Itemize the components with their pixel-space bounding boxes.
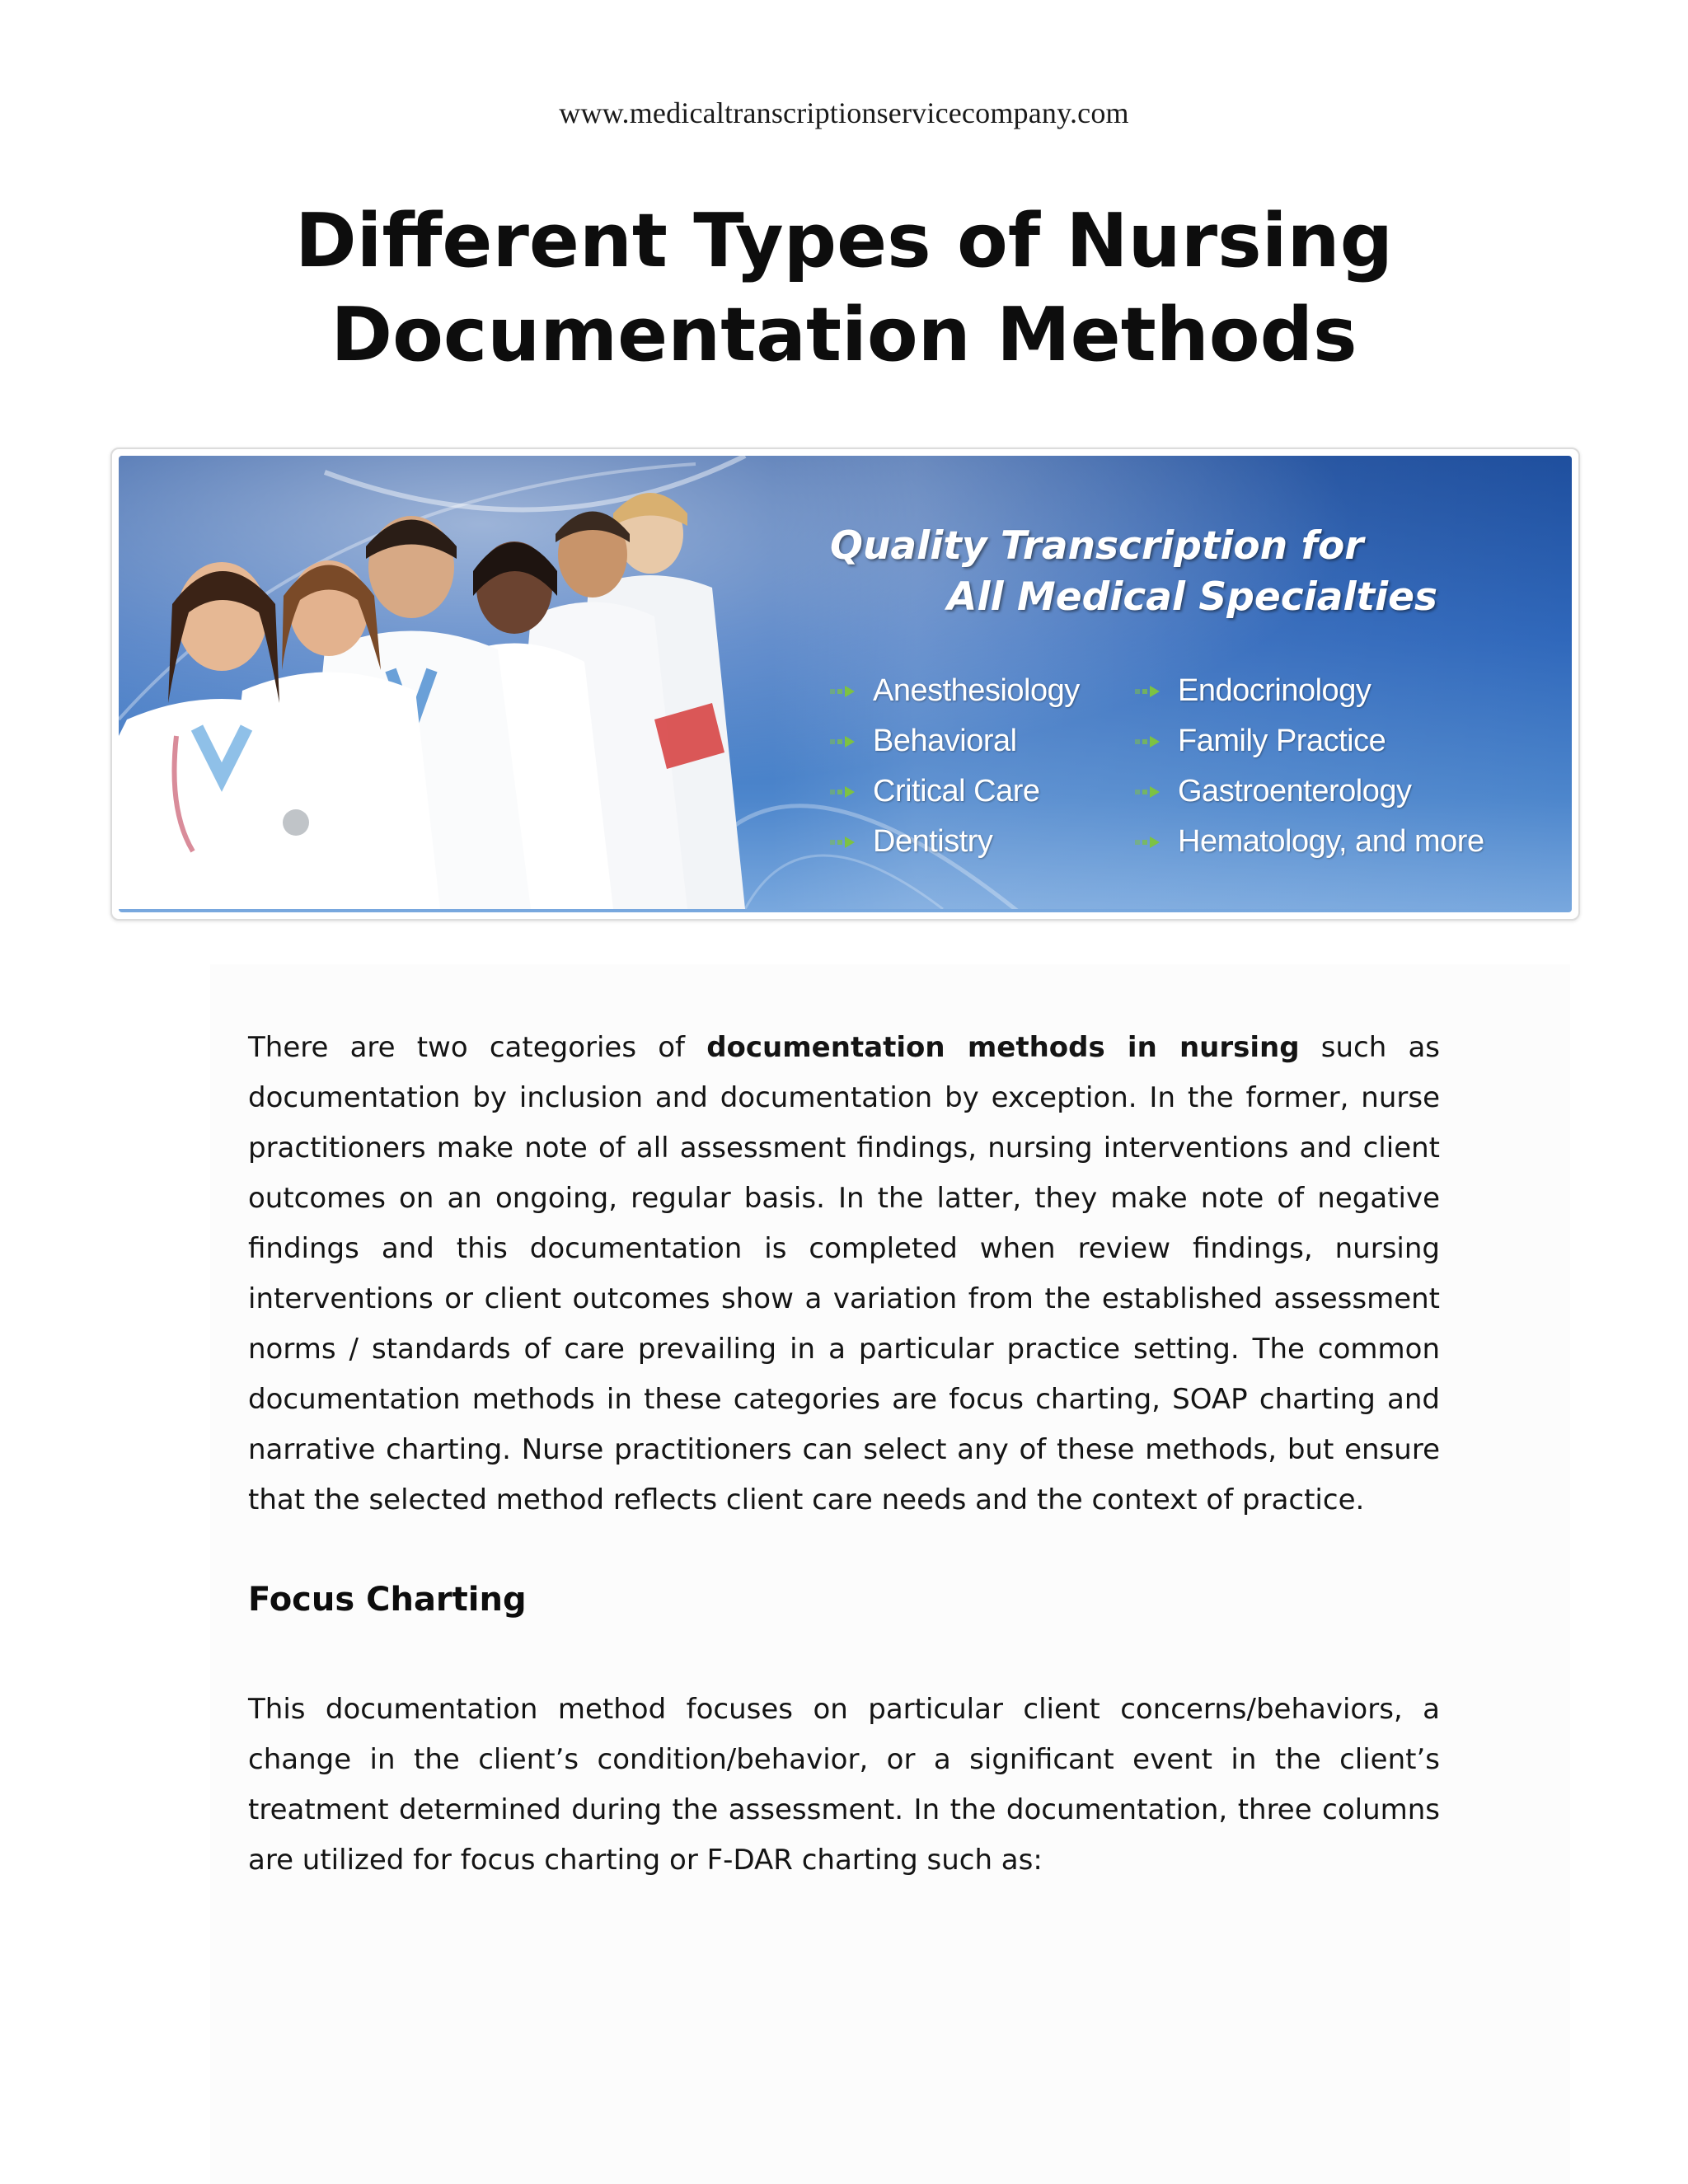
page-title-line1: Different Types of Nursing [294,198,1394,284]
specialty-label: Family Practice [1178,724,1386,758]
green-arrow-icon [1135,733,1168,750]
focus-charting-heading: Focus Charting [248,1581,527,1619]
banner-heading-line2: All Medical Specialties [947,574,1438,620]
specialty-label: Dentistry [873,824,993,859]
banner-image [119,456,1572,912]
specialty-item [1135,716,1484,766]
specialties-list-left [830,666,1080,867]
green-arrow-icon [1135,784,1168,800]
page-title [0,194,1688,382]
green-arrow-icon [830,683,863,700]
green-arrow-icon [830,834,863,851]
banner-heading-line1: Quality Transcription for [830,523,1364,569]
green-arrow-icon [830,784,863,800]
banner-image-frame [110,448,1580,921]
green-arrow-icon [1135,834,1168,851]
specialty-item [830,766,1080,817]
focus-charting-paragraph: This documentation method focuses on particular client concerns/behaviors, a change in the client’s condition/behavior, or a significant event in the client’s treatment determined during the assessment. In the documentation, three columns are utilized for focus charting or F-DAR charting such as: [248,1693,1440,1877]
specialty-item [830,817,1080,867]
specialty-label: Critical Care [873,774,1040,808]
specialty-item [1135,766,1484,817]
specialty-item [830,716,1080,766]
specialties-list-right [1135,666,1484,867]
specialty-item [1135,666,1484,716]
specialty-label: Endocrinology [1178,673,1372,708]
intro-text-rest: such as documentation by inclusion and documentation by exception. In the former, nurse practitioners make note of all assessment findings, nursing interventions and client outcomes on an ongoing, regular basis. In the latter, they make note of negative findings and this documentation is completed when review findings, nursing interventions or client outcomes show a variation from the established assessment norms / standards of care prevailing in a particular practice setting. The common documentation methods in these categories are focus charting, SOAP charting and narrative charting. Nurse practitioners can select any of these methods, but ensure that the selected method reflects client care needs and the context of practice. [248,1031,1441,1516]
intro-keyword: documentation methods in nursing [706,1031,1300,1064]
intro-paragraph [248,1023,1440,1526]
specialty-label: Gastroenterology [1178,774,1412,808]
green-arrow-icon [830,733,863,750]
specialty-label: Hematology, and more [1178,824,1484,859]
site-url: www.medicaltranscriptionservicecompany.com [559,96,1129,129]
green-arrow-icon [1135,683,1168,700]
specialty-label: Behavioral [873,724,1017,758]
specialty-item [1135,817,1484,867]
specialty-label: Anesthesiology [873,673,1080,708]
page-title-line2: Documentation Methods [331,292,1357,378]
intro-text-start: There are two categories of [248,1031,707,1064]
specialty-item [830,666,1080,716]
